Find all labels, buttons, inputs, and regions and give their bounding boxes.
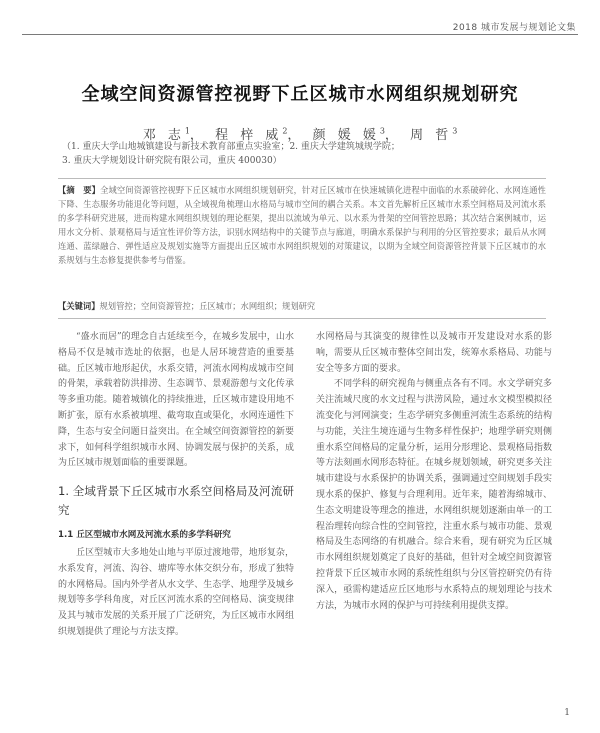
keywords-label: 【关键词】 — [58, 301, 100, 311]
paper-title: 全域空间资源管控视野下丘区城市水网组织规划研究 — [81, 84, 519, 105]
abstract — [58, 183, 546, 299]
keywords-text: 规划管控；空间资源管控；丘区城市；水网组织；规划研究 — [99, 301, 316, 311]
author-affil-mark: 3 — [452, 126, 458, 136]
journal-header: 2018 城市发展与规划论文集 — [452, 23, 576, 33]
keywords-bottom-rule — [58, 318, 546, 319]
keywords — [58, 299, 546, 313]
intro-paragraph: “盛水而居”的理念自古延续至今，在城乡发展中，山水格局不仅是城市选址的依据，也是人居环境营造的重要基础。丘区城市地形起伏，水系交错，河流水网构成城市空间的骨架，承载着防洪排涝、生态调节、景观游憩与文化传承等多重功能。随着城镇化的持续推进，丘区城市建设用地不断扩张，原有水系被填埋、截弯取直或渠化，水网连通性下降，生态与安全问题日益突出。在全域空间资源管控的新要求下，如何科学组织城市水网、协调发展与保护的关系，成为丘区城市规划面临的重要课题。 — [58, 332, 294, 469]
header-rule — [22, 34, 578, 35]
author-name: 程 梓 威 — [215, 128, 283, 143]
subsection-heading-1-1: 1.1 丘区型城市水网及河流水系的多学科研究 — [58, 530, 231, 541]
abstract-label: 【摘 要】 — [58, 185, 101, 195]
author-affil-mark: 1 — [184, 126, 190, 136]
abstract-top-rule — [58, 178, 546, 179]
author-list: 邓 志$^1$， 程 梓 威$^2$， 颜 媛 媛$^3$， 周 哲$^3$ — [142, 126, 458, 143]
left-column — [58, 330, 294, 702]
paragraph: 丘区型城市大多地处山地与平原过渡地带，地形复杂，水系发育，河流、沟谷、塘库等水体交织分布，形成了独特的水网格局。国内外学者从水文学、生态学、地理学及城乡规划等多学科角度，对丘区河流水系的空间格局、演变规律及其与城市发展的关系开展了广泛研究，为丘区城市水网组织规划提供了理论与方法支撑。 — [58, 547, 294, 637]
paragraph: 不同学科的研究视角与侧重点各有不同。水文学研究多关注流域尺度的水文过程与洪涝风险，通过水文模型模拟径流变化与河网演变；生态学研究多侧重河流生态系统的结构与功能，关注生境连通与生物多样性保护；地理学研究则侧重水系空间格局的定量分析，运用分形理论、景观格局指数等方法刻画水网形态特征。在城乡规划领域，研究更多关注城市建设与水系保护的协调关系，强调通过空间规划手段实现水系的保护、修复与合理利用。近年来，随着海绵城市、生态文明建设等理念的推进，水网组织规划逐渐由单一的工程治理转向综合性的空间管控，注重水系与城市功能、景观格局及生态网络的有机融合。综合来看，现有研究为丘区城市水网组织规划奠定了良好的基础，但针对全域空间资源管控背景下丘区城市水网的系统性组织与分区管控研究仍有待深入，亟需构建适应丘区地形与水系特点的规划理论与技术方法，为城市水网的保护与可持续利用提供支撑。 — [316, 379, 552, 611]
author-affil-mark: 3 — [379, 126, 385, 136]
affiliation-line-1: （1. 重庆大学山地城镇建设与新技术教育部重点实验室；2. 重庆大学建筑城规学院； — [62, 142, 400, 152]
author-name: 颜 媛 媛 — [312, 128, 380, 143]
author-name: 邓 志 — [142, 128, 185, 143]
right-column — [316, 330, 552, 702]
affiliation-line-2: 3. 重庆大学规划设计研究院有限公司，重庆 400030） — [62, 156, 282, 166]
page-number: 1 — [564, 708, 570, 718]
author-name: 周 哲 — [410, 128, 453, 143]
paragraph: 水网格局与其演变的规律性以及城市开发建设对水系的影响，需要从丘区城市整体空间出发，统筹水系格局、功能与安全等多方面的要求。 — [316, 332, 552, 374]
section-heading-1: 1. 全域背景下丘区城市水系空间格局及河流研究 — [58, 484, 294, 518]
author-affil-mark: 2 — [282, 126, 288, 136]
abstract-text: 全域空间资源管控视野下丘区城市水网组织规划研究，针对丘区城市在快速城镇化进程中面临的水系破碎化、水网连通性下降、生态服务功能退化等问题，从全域视角梳理山水格局与城市空间的耦合关系。本文首先解析丘区城市水系空间格局及河流水系的多学科研究进展，进而构建水网组织规划的理论框架，提出以流域为单元、以水系为骨架的空间管控思路；其次结合案例城市，运用水文分析、景观格局与适宜性评价等方法，识别水网结构中的关键节点与廊道，明确水系保护与利用的分区管控要求；最后从水网连通、蓝绿融合、弹性适应及规划实施等方面提出丘区城市水网组织规划的对策建议，以期为全域空间资源管控背景下丘区城市的水系规划与生态修复提供参考与借鉴。 — [58, 185, 546, 265]
